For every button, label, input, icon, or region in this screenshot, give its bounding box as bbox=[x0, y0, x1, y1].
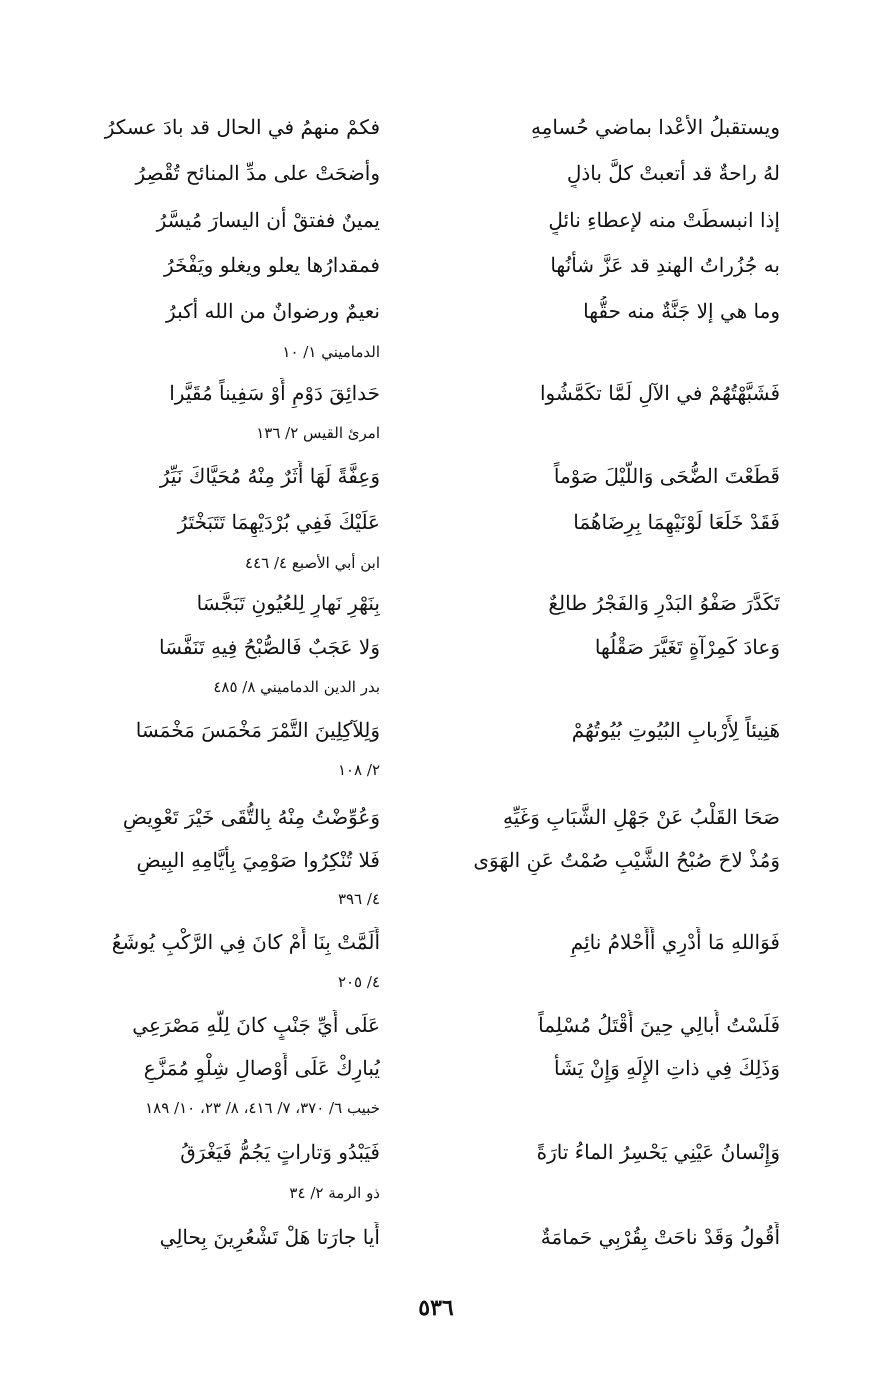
poem-line bbox=[0, 845, 873, 875]
verse-second-hemistich: عَلَيْكَ فَفِي بُرْدَيْهِمَا تَتَبَخْتَرُ bbox=[177, 510, 380, 534]
verse-second-hemistich: وَلا عَجَبٌ فَالصُّبْحُ فِيهِ تَنَفَّسَا bbox=[159, 635, 380, 659]
poem-line bbox=[0, 337, 873, 367]
poem-line bbox=[0, 588, 873, 618]
verse-second-hemistich: بِنَهْرِ نَهارٍ لِلعُيُونِ تَبَجَّسَا bbox=[196, 591, 380, 615]
poem-line bbox=[0, 1137, 873, 1167]
poem-line bbox=[0, 250, 873, 280]
verse-second-hemistich: حَدائِقَ دَوْمٍ أَوْ سَفِيناً مُقَيَّرا bbox=[169, 381, 380, 405]
poem-line bbox=[0, 1093, 873, 1123]
poem-line bbox=[0, 296, 873, 326]
poem-line bbox=[0, 205, 873, 235]
verse-first-hemistich: لهُ راحةٌ قد أتعبتْ كلَّ باذلٍ bbox=[566, 161, 780, 185]
poem-line bbox=[0, 1010, 873, 1040]
verse-first-hemistich: قَطَعْتَ الضُّحَى وَاللَّيْلَ صَوْماً bbox=[553, 464, 780, 488]
poem-line bbox=[0, 1053, 873, 1083]
verse-second-hemistich: أَلَمَّتْ بِنَا أَمْ كانَ فِي الرَّكْبِ يُوشَعُ bbox=[111, 930, 380, 954]
poem-line bbox=[0, 967, 873, 997]
poem-line bbox=[0, 755, 873, 785]
verse-first-hemistich: صَحَا القَلْبُ عَنْ جَهْلِ الشَّبَابِ وَغَيِّهِ bbox=[502, 805, 780, 829]
verse-first-hemistich: فَقَدْ خَلَعَا لَوْنَيْهِمَا بِرِضَاهُمَا bbox=[573, 510, 780, 534]
poem-line bbox=[0, 418, 873, 448]
poem-line bbox=[0, 802, 873, 832]
verse-first-hemistich: أَقُولُ وَقَدْ ناحَتْ بِقُرْبِي حَمامَةٌ bbox=[540, 1225, 780, 1249]
verse-second-hemistich: نعيمٌ ورضوانٌ من الله أكبرُ bbox=[166, 299, 380, 323]
verse-first-hemistich: وَمُذْ لاحَ صُبْحُ الشَّيْبِ صُمْتُ عَنِ الهَوَى bbox=[473, 848, 780, 872]
poem-line bbox=[0, 158, 873, 188]
verse-first-hemistich: وما هي إلا جَنَّةٌ منه حقُّها bbox=[583, 299, 780, 323]
verse-first-hemistich: فَوَاللهِ مَا أَدْرِي أَأَحْلامُ نائِمٍ bbox=[570, 930, 780, 954]
verse-first-hemistich: فَشَبَّهْتُهُمْ في الآلِ لَمَّا تكَمَّشُوا bbox=[539, 381, 780, 405]
poem-line bbox=[0, 715, 873, 745]
poem-line bbox=[0, 461, 873, 491]
verse-source-reference: ابن أبي الأصبع ٤/ ٤٤٦ bbox=[245, 554, 380, 572]
verse-source-reference: ذو الرمة ٢/ ٣٤ bbox=[289, 1184, 380, 1202]
poem-line bbox=[0, 1178, 873, 1208]
verse-second-hemistich: فمقدارُها يعلو ويغلو ويَفْخَرُ bbox=[164, 253, 380, 277]
verse-first-hemistich: وَعادَ كَمِرْآةٍ تَغَيَّرَ صَقْلُها bbox=[594, 635, 780, 659]
verse-second-hemistich: وأضحَتْ على مدِّ المنائح تُقْصِرُ bbox=[135, 161, 380, 185]
verse-second-hemistich: يُبارِكْ عَلَى أَوْصالِ شِلْوٍ مُمَزَّعِ bbox=[143, 1056, 380, 1080]
verse-first-hemistich: هَنِيئاً لِأَرْبابِ البُيُوتِ بُيُوتُهُمْ bbox=[571, 718, 780, 742]
verse-second-hemistich: أَيا جارَتا هَلْ تَشْعُرِينَ بِحالِي bbox=[159, 1225, 380, 1249]
verse-source-reference: بدر الدين الدماميني ٨/ ٤٨٥ bbox=[213, 678, 380, 696]
verse-first-hemistich: وَذَلِكَ فِي ذاتِ الإِلَهِ وَإِنْ يَشَأْ bbox=[553, 1056, 780, 1080]
poem-line bbox=[0, 632, 873, 662]
verse-source-reference: امرئ القيس ٢/ ١٣٦ bbox=[256, 424, 380, 442]
verse-second-hemistich: وَعِفَّةً لَهَا أَثَرٌ مِنْهُ مُحَيَّاكَ نَيِّرُ bbox=[159, 464, 380, 488]
poem-line bbox=[0, 1222, 873, 1252]
verse-first-hemistich: فَلَسْتُ أُبالِي حِينَ أُقْتَلُ مُسْلِماً bbox=[538, 1013, 780, 1037]
verse-second-hemistich: فَيَبْدُو وَتاراتٍ يَجُمُّ فَيَغْرَقُ bbox=[180, 1140, 380, 1164]
poem-line bbox=[0, 672, 873, 702]
verse-source-reference: الدماميني ١/ ١٠ bbox=[282, 343, 380, 361]
verse-source-reference: خبيب ٦/ ٣٧٠، ٧/ ٤١٦، ٨/ ٢٣، ١٠/ ١٨٩ bbox=[145, 1099, 380, 1117]
verse-second-hemistich: وَعُوِّضْتُ مِنْهُ بِالتُّقَى خَيْرَ تَعْوِيضِ bbox=[122, 805, 380, 829]
verse-first-hemistich: به جُزُراتُ الهندِ قد عَزَّ شأنُها bbox=[550, 253, 780, 277]
verse-second-hemistich: يمينٌ ففتقْ أن اليسارَ مُيسَّرُ bbox=[156, 208, 380, 232]
page-number: ٥٣٦ bbox=[418, 1295, 454, 1321]
verse-source-reference: ٢/ ١٠٨ bbox=[337, 761, 380, 779]
poem-line bbox=[0, 378, 873, 408]
verse-source-reference: ٤/ ٣٩٦ bbox=[337, 890, 380, 908]
poem-line bbox=[0, 884, 873, 914]
verse-first-hemistich: إذا انبسطَتْ منه لإعطاءِ نائلٍ bbox=[548, 208, 780, 232]
verse-second-hemistich: فَلا تُنْكِرُوا صَوْمِيَ بِأَيَّامِهِ البِيضِ bbox=[136, 848, 380, 872]
verse-second-hemistich: وَلِلآكِلِينَ التَّمْرَ مَخْمَسَ مَخْمَسَا bbox=[135, 718, 380, 742]
poem-line bbox=[0, 927, 873, 957]
poem-line bbox=[0, 112, 873, 142]
poem-line bbox=[0, 548, 873, 578]
verse-first-hemistich: تَكَدَّرَ صَفْوُ البَدْرِ وَالفَجْرُ طالِعٌ bbox=[548, 591, 780, 615]
verse-first-hemistich: وَإِنْسانُ عَيْنِي يَحْسِرُ الماءُ تارَةً bbox=[536, 1140, 780, 1164]
verse-second-hemistich: عَلَى أَيِّ جَنْبٍ كانَ لِلَّهِ مَصْرَعِي bbox=[132, 1013, 380, 1037]
poem-line bbox=[0, 507, 873, 537]
verse-source-reference: ٤/ ٢٠٥ bbox=[337, 973, 380, 991]
verse-first-hemistich: ويستقبلُ الأعْدا بماضي حُسامِهِ bbox=[530, 115, 780, 139]
verse-second-hemistich: فكمْ منهمُ في الحال قد بادَ عسكرُ bbox=[104, 115, 380, 139]
